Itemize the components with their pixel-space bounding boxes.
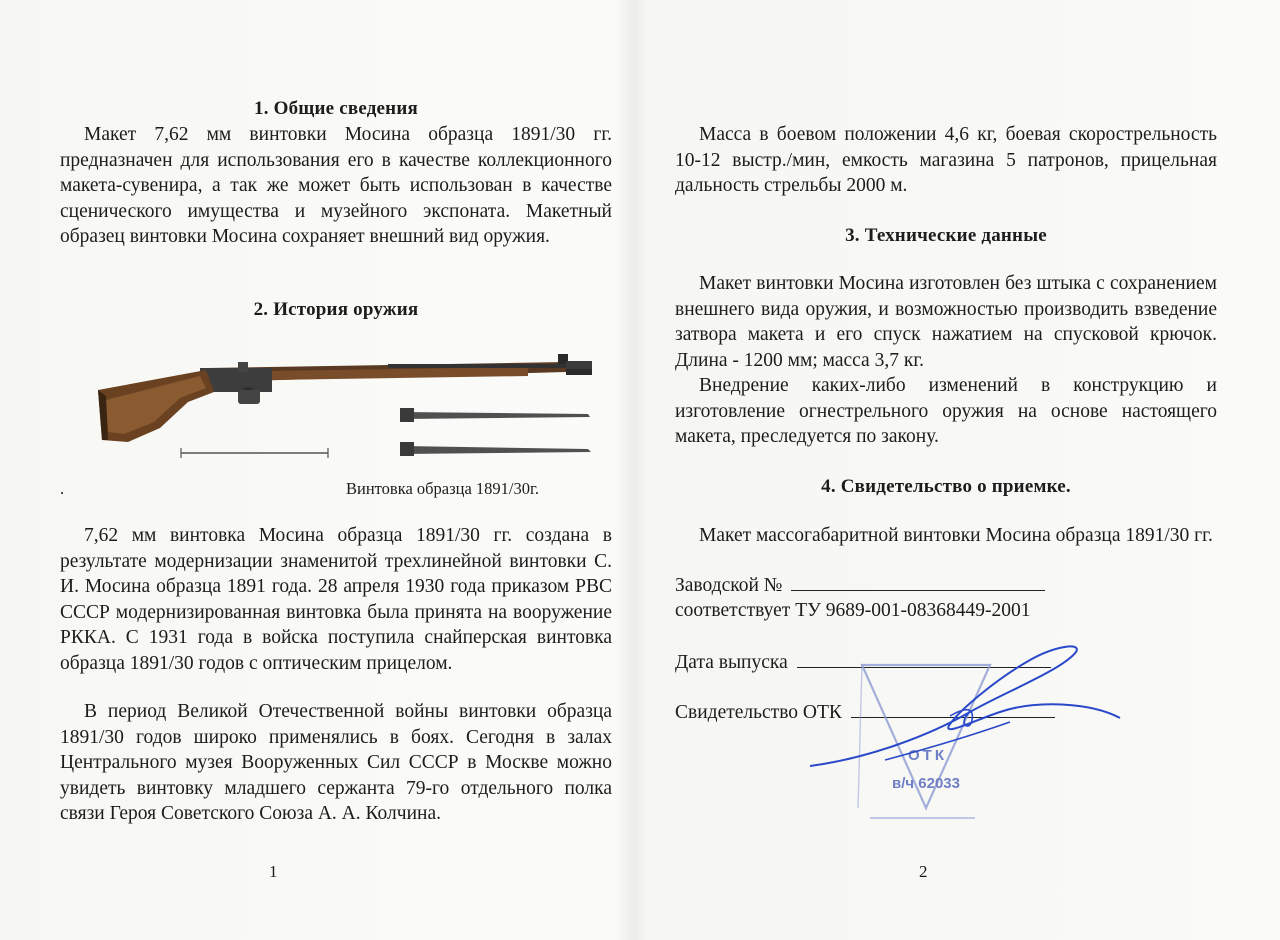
signature-flourish [885,710,1010,760]
section4-heading: 4. Свидетельство о приемке. [821,476,1071,497]
figure-caption: Винтовка образца 1891/30г. [346,479,540,498]
serial-number-label: Заводской № [675,575,783,596]
page-number-right: 2 [919,862,928,881]
release-date-label: Дата выпуска [675,652,788,673]
section2-heading: 2. История оружия [253,299,419,320]
rifle-image [88,350,608,462]
otk-label: Свидетельство ОТК [675,702,842,723]
section3-heading: 3. Технические данные [845,225,1047,246]
stamp-line2: в/ч 62033 [892,775,960,792]
figure-bullet: . [60,479,65,498]
section1-heading: 1. Общие сведения [254,98,418,119]
section2-paragraph1: 7,62 мм винтовка Мосина образца 1891/30 гг. создана в результате модернизации знаменитой трехлинейной винтовки С. И. Мосина образца 1891 года. 28 апреля 1930 года приказом РВС СССР модернизированная винтовка была принята на вооружение РККА. С 1931 года в войска поступила снайперская винтовка образца 1891/30 годов с оптическим прицелом. [60,525,612,674]
rifle-illustration [88,350,608,462]
serial-number-field [675,573,1045,598]
section3-paragraph2: Внедрение каких-либо изменений в конструкцию и изготовление огнестрельного оружия на основе настоящего макета, преследуется по закону. [675,375,1217,448]
otk-stamp-and-signature [800,640,1130,830]
left-page [60,0,612,940]
section1-paragraph: Макет 7,62 мм винтовки Мосина образца 1891/30 гг. предназначен для использования его в качестве коллекционного макета-сувенира, а так же может быть использован в качестве сценического имущества и музейного экспоната. Макетный образец винтовки Мосина сохраняет внешний вид оружия. [60,124,612,248]
stamp-line1: ОТК [908,747,947,764]
specs-paragraph: Масса в боевом положении 4,6 кг, боевая скорострельность 10-12 выстр./мин, емкость магазина 5 патронов, прицельная дальность стрельбы 2000 м. [675,124,1217,197]
stamp-graphic [800,640,1130,830]
section2-paragraph2: В период Великой Отечественной войны винтовки образца 1891/30 годов широко применялись в боях. Сегодня в залах Центрального музея Вооруженных Сил СССР в Москве можно увидеть винтовку младшего сержанта 79-го отдельного полка связи Героя Советского Союза А. А. Колчина. [60,701,612,825]
serial-number-line [791,574,1045,591]
conformity-line: соответствует ТУ 9689-001-08368449-2001 [675,600,1031,621]
page-number-left: 1 [269,862,278,881]
section3-paragraph1: Макет винтовки Мосина изготовлен без штыка с сохранением внешнего вида оружия, и возможностью производить взведение затвора макета и его спуск нажатием на спусковой крючок. Длина - 1200 мм; масса 3,7 кг. [675,273,1217,371]
section4-paragraph: Макет массогабаритной винтовки Мосина образца 1891/30 гг. [699,525,1213,546]
